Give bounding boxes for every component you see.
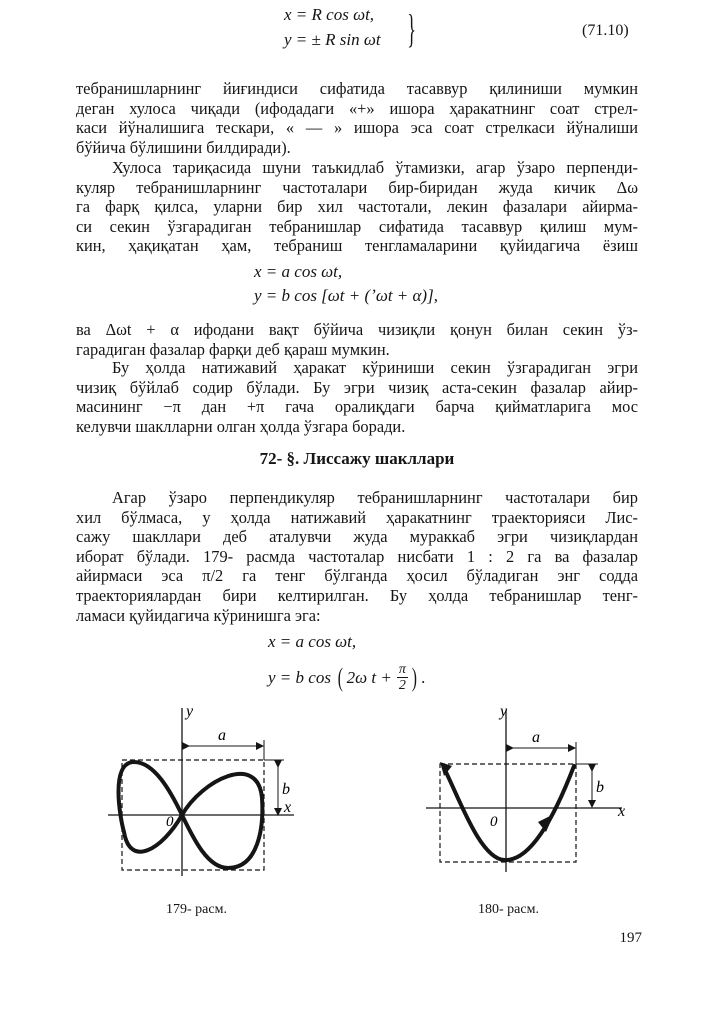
equation-lissajous-x: x = a cos ωt, (268, 632, 357, 651)
fraction-numerator: π (398, 662, 406, 677)
figure-179-caption: 179- расм. (166, 902, 227, 917)
text-line: ламаси қуйидагича кўринишга эга: (76, 605, 321, 625)
paragraph-5 (76, 488, 638, 625)
text-line: каси йўналишига тескари, « — » ишора эса соат стрелкаси йўналиши (76, 118, 638, 138)
bounding-box-dashed (440, 764, 576, 862)
paragraph-3 (76, 320, 638, 359)
text-line: келувчи шаклларни олган ҳолда ўзгара боради. (76, 416, 406, 436)
figure-180 (426, 700, 636, 880)
equation-brace: } (407, 6, 416, 51)
equation-71-10-x: x = R cos ωt, (284, 5, 375, 24)
text-line: айирмаси эса π/2 га тенг бўлганда ҳосил бўладиган энг содда (76, 566, 638, 586)
page-number: 197 (619, 930, 642, 946)
equation-lissajous-y (268, 662, 426, 693)
equation-end: . (421, 667, 426, 687)
equation-number: (71.10) (582, 22, 629, 39)
text-line: бўйича бўлишини билдиради). (76, 137, 291, 157)
text-line: Агар ўзаро перпендикуляр тебранишларнинг частоталари бир (112, 488, 638, 507)
x-axis-label: x (618, 803, 626, 820)
text-line: Хулоса тариқасида шуни таъкидлаб ўтамизки, агар ўзаро перпенди- (112, 158, 638, 177)
text-line: си секин ўзгарадиган тебранишлар сифатида тасаввур қилиш мум- (76, 216, 638, 236)
equation-slow-phase-x: x = a cos ωt, (254, 262, 343, 281)
text-line: тебранишларнинг йиғиндиси сифатида тасаввур қилиниши мумкин (76, 79, 638, 98)
y-axis-label: y (500, 703, 508, 720)
fraction (397, 662, 408, 693)
fraction-denominator: 2 (398, 678, 406, 693)
a-label: a (218, 727, 226, 744)
figure-180-caption: 180- расм. (478, 902, 539, 917)
equation-71-10-y: y = ± R sin ωt (284, 30, 381, 49)
origin-label: 0 (166, 814, 174, 830)
right-paren: ) (411, 662, 417, 692)
parabola-curve (444, 766, 574, 860)
text-line: Бу ҳолда натижавий ҳаракат кўриниши секин ўзгарадиган эгри (112, 358, 638, 377)
text-line: ва Δωt + α ифодани вақт бўйича чизиқли қонун билан секин ўз- (76, 320, 638, 339)
paragraph-4 (76, 358, 638, 436)
direction-arrow-head (538, 814, 554, 832)
b-label: b (596, 779, 604, 796)
text-line: чизиқ бўйлаб содир бўлади. Бу эгри чизиқ аста-секин фазалар айир- (76, 377, 638, 397)
text-line: деган хулоса чиқади (ифодадаги «+» ишора ҳаракатнинг соат стрел- (76, 98, 638, 118)
text-line: хил бўлмаса, у ҳолда натижавий ҳаракатнинг траекторияси Лис- (76, 507, 638, 527)
text-line: масининг −π дан +π гача оралиқдаги барча қийматларига мос (76, 397, 638, 417)
text-line: куляр тебранишларнинг частоталари бир-биридан жуда кичик Δω (76, 177, 638, 197)
origin-label: 0 (490, 814, 498, 830)
paragraph-2 (76, 158, 638, 256)
left-paren: ( (337, 662, 343, 692)
text-line: траекториялардан бири келтирилган. Бу ҳолда тебранишлар тенг- (76, 585, 638, 605)
figure-179 (108, 700, 298, 880)
equation-lissajous-y-prefix: y = b cos (268, 667, 331, 687)
paragraph-1 (76, 79, 638, 157)
text-line: сажу шакллари деб аталувчи жуда мураккаб эгри чизиқлардан (76, 527, 638, 547)
section-heading: 72- §. Лиссажу шакллари (259, 449, 455, 468)
text-line: га фарқ қилса, уларни бир хил частотали, лекин фазалари айирма- (76, 197, 638, 217)
text-line: кин, ҳақиқатан ҳам, тебраниш тенгламаларини қуйидагича ёзиш (76, 236, 638, 256)
y-axis-label: y (186, 703, 194, 720)
text-line: иборат бўлади. 179- расмда частоталар нисбати 1 : 2 га ва фазалар (76, 546, 638, 566)
b-label: b (282, 781, 290, 798)
equation-slow-phase-y: y = b cos [ωt + (ʼωt + α)], (254, 286, 438, 305)
a-label: a (532, 729, 540, 746)
text-line: гарадиган фазалар фарқи деб қараш мумкин. (76, 339, 390, 359)
x-axis-label: x (284, 799, 292, 816)
equation-lissajous-y-inner: 2ω t + (346, 667, 392, 687)
